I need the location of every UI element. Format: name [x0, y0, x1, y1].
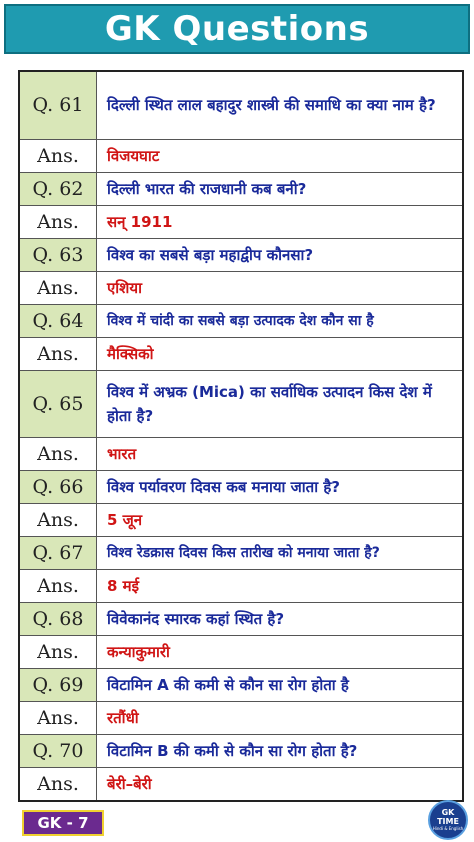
question-number: Q. 62 — [19, 172, 97, 205]
logo-line-1: GK — [441, 808, 455, 817]
answer-row — [19, 701, 463, 734]
question-number: Q. 64 — [19, 304, 97, 337]
question-text: विश्व रेडक्रास दिवस किस तारीख को मनाया जाता है? — [97, 536, 464, 569]
questions-table — [18, 70, 464, 802]
question-row — [19, 602, 463, 635]
answer-label: Ans. — [19, 635, 97, 668]
answer-label: Ans. — [19, 701, 97, 734]
answer-text: भारत — [97, 437, 464, 470]
question-text: विटामिन B की कमी से कौन सा रोग होता है? — [97, 734, 464, 767]
question-number: Q. 63 — [19, 238, 97, 271]
question-row — [19, 172, 463, 205]
question-row — [19, 470, 463, 503]
answer-row — [19, 205, 463, 238]
question-text: दिल्ली स्थित लाल बहादुर शास्त्री की समाधि का क्या नाम है? — [97, 71, 464, 139]
question-row — [19, 370, 463, 437]
logo-line-3: Hindi & English — [432, 826, 464, 831]
answer-row — [19, 767, 463, 801]
answer-text: विजयघाट — [97, 139, 464, 172]
question-row — [19, 71, 463, 139]
question-row — [19, 536, 463, 569]
question-number: Q. 70 — [19, 734, 97, 767]
question-number: Q. 66 — [19, 470, 97, 503]
answer-text: एशिया — [97, 271, 464, 304]
question-number: Q. 68 — [19, 602, 97, 635]
logo-line-2: TIME — [437, 817, 459, 826]
question-text: विश्व में अभ्रक (Mica) का सर्वाधिक उत्पादन किस देश में होता है? — [97, 370, 464, 437]
question-row — [19, 734, 463, 767]
page-title: GK Questions — [104, 9, 370, 49]
question-text: विवेकानंद स्मारक कहां स्थित है? — [97, 602, 464, 635]
answer-text: सन् 1911 — [97, 205, 464, 238]
answer-row — [19, 271, 463, 304]
answer-text: रतौंधी — [97, 701, 464, 734]
answer-label: Ans. — [19, 337, 97, 370]
question-number: Q. 67 — [19, 536, 97, 569]
question-row — [19, 238, 463, 271]
answer-label: Ans. — [19, 139, 97, 172]
answer-row — [19, 503, 463, 536]
answer-label: Ans. — [19, 205, 97, 238]
answer-text: 8 मई — [97, 569, 464, 602]
question-text: दिल्ली भारत की राजधानी कब बनी? — [97, 172, 464, 205]
answer-text: कन्याकुमारी — [97, 635, 464, 668]
question-number: Q. 61 — [19, 71, 97, 139]
answer-text: 5 जून — [97, 503, 464, 536]
answer-row — [19, 337, 463, 370]
question-text: विश्व का सबसे बड़ा महाद्वीप कौनसा? — [97, 238, 464, 271]
answer-label: Ans. — [19, 437, 97, 470]
question-text: विश्व पर्यावरण दिवस कब मनाया जाता है? — [97, 470, 464, 503]
answer-row — [19, 437, 463, 470]
answer-label: Ans. — [19, 569, 97, 602]
question-row — [19, 304, 463, 337]
answer-row — [19, 635, 463, 668]
answer-text: मैक्सिको — [97, 337, 464, 370]
question-text: विश्व में चांदी का सबसे बड़ा उत्पादक देश कौन सा है — [97, 304, 464, 337]
question-row — [19, 668, 463, 701]
question-number: Q. 65 — [19, 370, 97, 437]
question-number: Q. 69 — [19, 668, 97, 701]
page-tag-badge: GK - 7 — [22, 810, 104, 836]
gk-time-logo-icon — [428, 800, 468, 840]
page-header — [4, 4, 470, 54]
answer-row — [19, 139, 463, 172]
answer-label: Ans. — [19, 767, 97, 801]
answer-label: Ans. — [19, 503, 97, 536]
answer-label: Ans. — [19, 271, 97, 304]
answer-text: बेरी–बेरी — [97, 767, 464, 801]
question-text: विटामिन A की कमी से कौन सा रोग होता है — [97, 668, 464, 701]
answer-row — [19, 569, 463, 602]
